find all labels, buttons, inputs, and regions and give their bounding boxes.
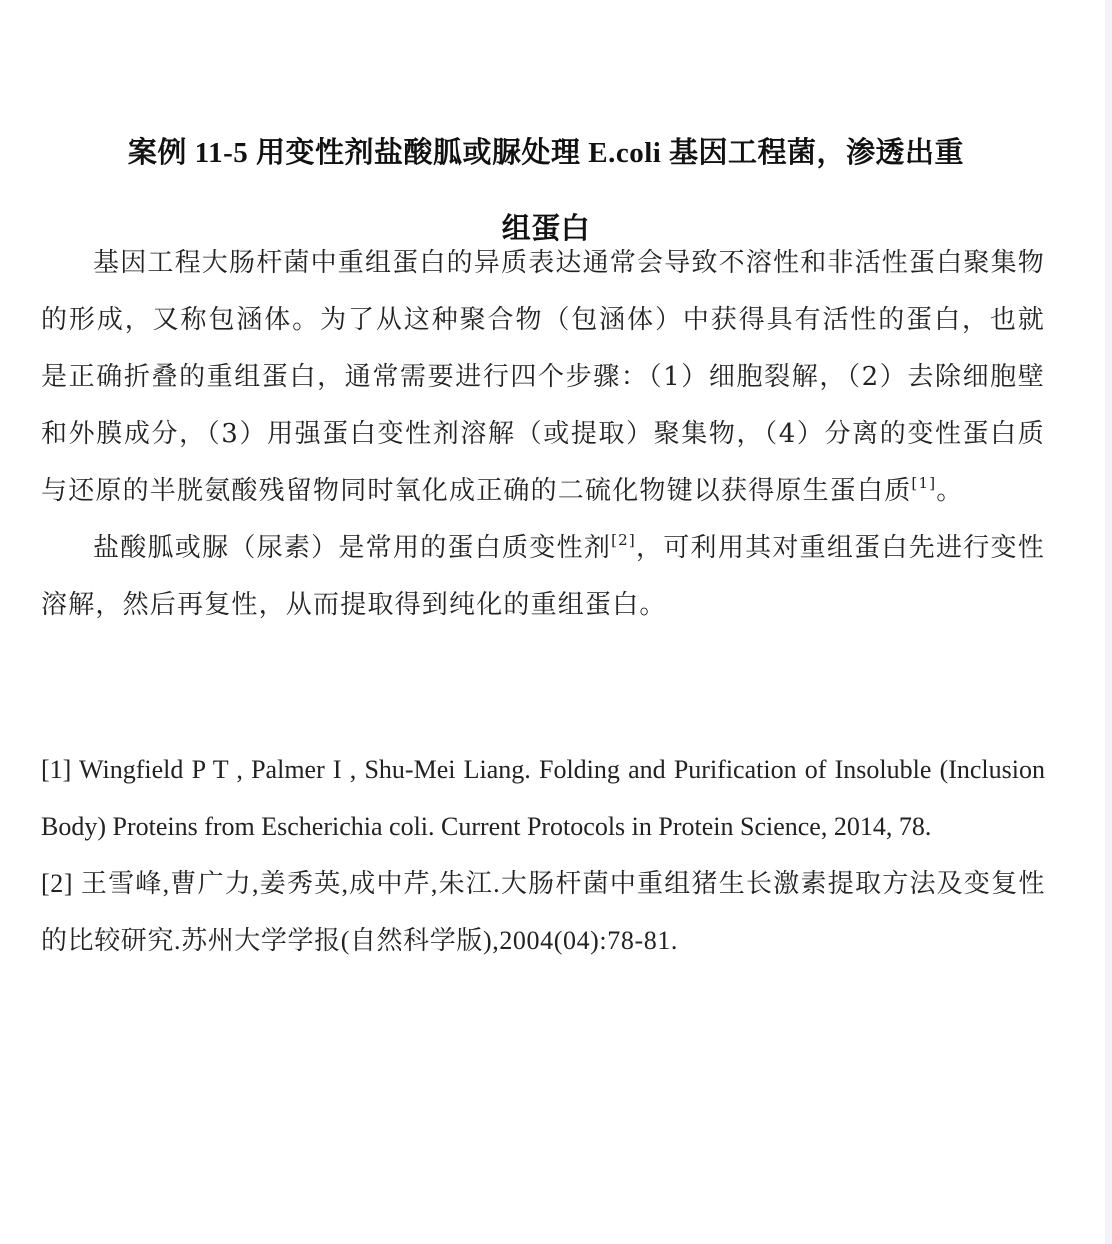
paragraph-1-text: 基因工程大肠杆菌中重组蛋白的异质表达通常会导致不溶性和非活性蛋白聚集物的形成，又称包涵体。为了从这种聚合物（包涵体）中获得具有活性的蛋白，也就是正确折叠的重组蛋白，通常需要进行四个步骤：（1）细胞裂解，（2）去除细胞壁和外膜成分，（3）用强蛋白变性剂溶解（或提取）聚集物，（4）分离的变性蛋白质与还原的半胱氨酸残留物同时氧化成正确的二硫化物键以获得原生蛋白质 (41, 248, 1046, 506)
paragraph-2-text: 盐酸胍或脲（尿素）是常用的蛋白质变性剂 (93, 533, 612, 563)
reference-item-1: [1] Wingfield P T , Palmer I , Shu-Mei Liang. Folding and Purification of Insoluble (Inclusion Body) Proteins from Escherichia coli. Current Protocols in Protein Science, 2014, 78. (41, 755, 1045, 841)
title-line-1: 案例 11-5 用变性剂盐酸胍或脲处理 E.coli 基因工程菌，渗透出重 (127, 137, 965, 170)
page-edge-strip (1105, 0, 1112, 1244)
paragraph-2-tail: ，可利用其对重组蛋白先进行变性溶解，然后再复性，从而提取得到纯化的重组蛋白。 (41, 533, 1045, 620)
paragraph-2 (41, 520, 1045, 634)
citation-link-1[interactable]: [1] (911, 474, 937, 492)
paragraph-1-tail: 。 (936, 476, 964, 506)
citation-link-2[interactable]: [2] (611, 531, 636, 549)
reference-item-2: [2] 王雪峰,曹广力,姜秀英,成中芹,朱江.大肠杆菌中重组猪生长激素提取方法及变复性的比较研究.苏州大学学报(自然科学版),2004(04):78-81. (41, 869, 1045, 955)
references-list (41, 741, 1045, 969)
title-line-2: 组蛋白 (501, 213, 591, 246)
paragraph-1 (41, 235, 1045, 520)
body-text (41, 235, 1045, 634)
